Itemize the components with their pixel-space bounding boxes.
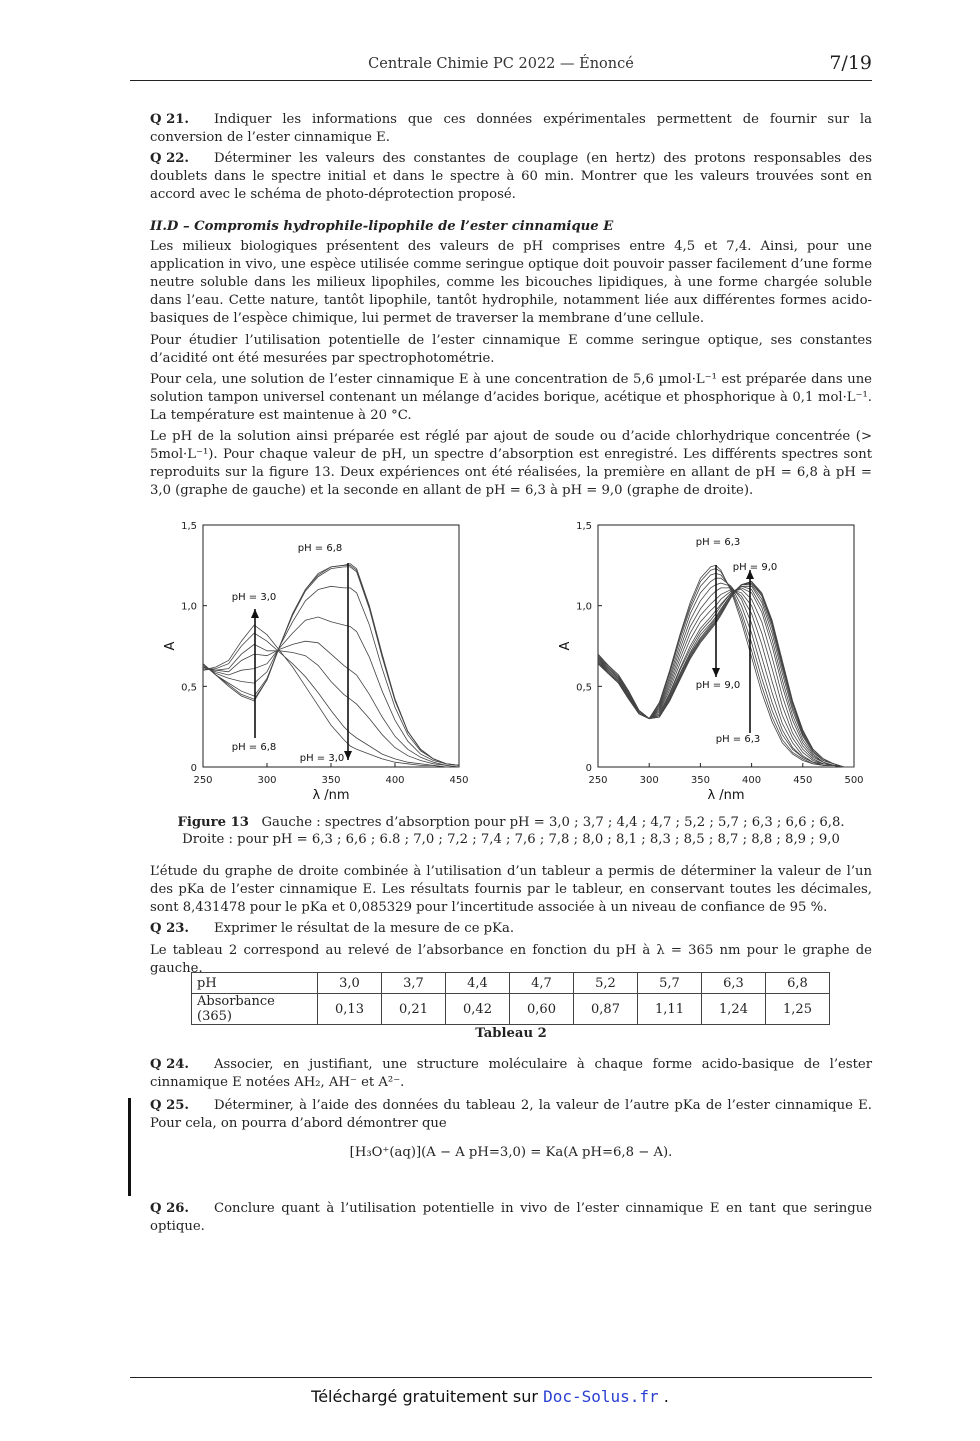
paragraph: Le tableau 2 correspond au relevé de l’absorbance en fonction du pH à λ = 365 nm pour le graphe de gauche. xyxy=(150,943,872,976)
table-2 xyxy=(191,972,830,1025)
x-tick-label: 500 xyxy=(844,775,864,786)
header-title: Centrale Chimie PC 2022 — Énoncé xyxy=(368,56,634,72)
ph-annotation: pH = 6,3 xyxy=(715,734,761,745)
footer-suffix: . xyxy=(663,1387,669,1406)
y-tick-label: 1,0 xyxy=(181,601,197,613)
table-cell: 4,4 xyxy=(446,973,510,994)
spectrum-curve xyxy=(203,586,459,765)
table-cell: 6,8 xyxy=(766,973,830,994)
question-text: Indiquer les informations que ces données expérimentales permettent de fournir sur la conversion de l’ester cinnamique E. xyxy=(150,112,872,145)
x-tick-label: 300 xyxy=(639,775,659,786)
y-tick-label: 1,5 xyxy=(181,521,197,532)
figure-13-charts xyxy=(0,505,980,815)
ph-annotation: pH = 6,8 xyxy=(297,543,343,554)
question-number: Q 23. xyxy=(150,921,190,936)
margin-bar xyxy=(128,1098,131,1196)
table-cell: 5,2 xyxy=(574,973,638,994)
ph-annotation: pH = 3,0 xyxy=(231,592,277,603)
chart-right xyxy=(558,521,864,803)
footer xyxy=(0,1387,980,1406)
table-cell: 6,3 xyxy=(702,973,766,994)
caption-line-2: Droite : pour pH = 6,3 ; 6,6 ; 6.8 ; 7,0 ; 7,2 ; 7,4 ; 7,6 ; 7,8 ; 8,0 ; 8,1 ; 8,3 ; 8,5 ; 8,7 ; 8,8 ; 8,9 ; 9,0 xyxy=(182,832,840,847)
y-tick-label: 0,5 xyxy=(181,682,197,694)
table-row-absorbance xyxy=(192,994,830,1025)
table-cell: 0,87 xyxy=(574,994,638,1025)
arrow-head xyxy=(344,751,352,760)
arrow-head xyxy=(712,668,720,677)
x-tick-label: 250 xyxy=(588,775,608,786)
paragraph: Les milieux biologiques présentent des valeurs de pH comprises entre 4,5 et 7,4. Ainsi, pour une application in vivo, une espèce utilisée comme seringue optique doit pouvoir passer facilement d’une forme neutre soluble dans les milieux lipophiles, comme les bicouches lipidiques, à une forme chargée soluble dans l’eau. Cette nature, tantôt lipophile, tantôt hydrophile, notamment liée aux différentes formes acido-basiques de l’espèce chimique, lui permet de traverser la membrane d’une cellule. xyxy=(150,239,872,326)
footer-link[interactable]: Doc-Solus.fr xyxy=(543,1387,659,1406)
y-tick-label: 0 xyxy=(585,763,592,774)
question-24 xyxy=(150,1056,872,1092)
table-row-label: pH xyxy=(192,973,318,994)
ph-annotation: pH = 6,3 xyxy=(695,537,741,548)
x-tick-label: 450 xyxy=(793,775,813,786)
paragraph: Pour étudier l’utilisation potentielle de l’ester cinnamique E comme seringue optique, ses constantes d’acidité ont été mesurées par spectrophotométrie. xyxy=(150,333,872,366)
table-cell: 1,25 xyxy=(766,994,830,1025)
y-axis-label: A xyxy=(163,641,178,651)
x-axis-label: λ /nm xyxy=(312,788,350,803)
question-number: Q 24. xyxy=(150,1057,190,1072)
question-text: Déterminer, à l’aide des données du tableau 2, la valeur de l’autre pKa de l’ester cinnamique E. Pour cela, on pourra d’abord démontrer que xyxy=(150,1098,872,1131)
plot-frame xyxy=(598,525,854,767)
table-cell: 1,24 xyxy=(702,994,766,1025)
caption-line-1: Gauche : spectres d’absorption pour pH = 3,0 ; 3,7 ; 4,4 ; 4,7 ; 5,2 ; 5,7 ; 6,3 ; 6,6 ; 6,8. xyxy=(261,815,845,830)
question-number: Q 25. xyxy=(150,1098,190,1113)
paragraph: Pour cela, une solution de l’ester cinnamique E à une concentration de 5,6 µmol·L⁻¹ est préparée dans une solution tampon universel contenant un mélange d’acides borique, acétique et phosphorique à 0,1 mol·L⁻¹. La température est maintenue à 20 °C. xyxy=(150,372,872,423)
question-text: Déterminer les valeurs des constantes de couplage (en hertz) des protons responsables des doublets dans le spectre initial et dans le spectre à 60 min. Montrer que les valeurs trouvées sont en accord avec le schéma de photo-déprotection proposé. xyxy=(150,151,872,202)
table-cell: 3,7 xyxy=(382,973,446,994)
table-row-ph xyxy=(192,973,830,994)
page-header xyxy=(130,52,872,81)
table-row-label: Absorbance (365) xyxy=(192,994,318,1025)
question-23 xyxy=(150,920,872,938)
table-cell: 0,60 xyxy=(510,994,574,1025)
ph-annotation: pH = 9,0 xyxy=(732,562,778,573)
question-number: Q 26. xyxy=(150,1201,190,1216)
arrow-head xyxy=(251,609,259,618)
question-text: Conclure quant à l’utilisation potentielle in vivo de l’ester cinnamique E en tant que seringue optique. xyxy=(150,1201,872,1234)
question-number: Q 21. xyxy=(150,112,190,127)
table-caption: Tableau 2 xyxy=(475,1026,547,1041)
question-number: Q 22. xyxy=(150,151,190,166)
equation: [H₃O⁺(aq)](A − A pH=3,0) = Ka(A pH=6,8 − A). xyxy=(349,1145,673,1160)
question-22 xyxy=(150,150,872,204)
footer-text: Téléchargé gratuitement sur xyxy=(311,1387,538,1406)
table-cell: 4,7 xyxy=(510,973,574,994)
y-axis-label: A xyxy=(558,641,573,651)
section-heading: II.D – Compromis hydrophile-lipophile de l’ester cinnamique E xyxy=(150,219,614,234)
x-tick-label: 350 xyxy=(690,775,710,786)
question-26 xyxy=(150,1200,872,1236)
figure-caption xyxy=(150,814,872,848)
table-cell: 3,0 xyxy=(318,973,382,994)
paragraph: L’étude du graphe de droite combinée à l’utilisation d’un tableur a permis de déterminer la valeur de l’un des pKa de l’ester cinnamique E. Les résultats fournis par le tableur, en conservant toutes les décimales, sont 8,431478 pour le pKa et 0,085329 pour l’incertitude associée à un niveau de confiance de 95 %. xyxy=(150,864,872,915)
ph-annotation: pH = 9,0 xyxy=(695,680,741,691)
x-axis-label: λ /nm xyxy=(707,788,745,803)
question-25 xyxy=(150,1097,872,1133)
ph-annotation: pH = 3,0 xyxy=(299,753,345,764)
y-tick-label: 0,5 xyxy=(576,682,592,694)
x-tick-label: 400 xyxy=(742,775,762,786)
table-cell: 0,21 xyxy=(382,994,446,1025)
paragraph: Le pH de la solution ainsi préparée est réglé par ajout de soude ou d’acide chlorhydrique concentrée (> 5mol·L⁻¹). Pour chaque valeur de pH, un spectre d’absorption est enregistré. Les différents spectres sont reproduits sur la figure 13. Deux expériences ont été réalisées, la première en allant de pH = 6,8 à pH = 3,0 (graphe de gauche) et la seconde en allant de pH = 6,3 à pH = 9,0 (graphe de droite). xyxy=(150,429,872,498)
table-cell: 0,42 xyxy=(446,994,510,1025)
question-text: Exprimer le résultat de la mesure de ce pKa. xyxy=(214,921,515,936)
chart-left xyxy=(163,521,469,803)
ph-annotation: pH = 6,8 xyxy=(231,742,277,753)
y-tick-label: 1,0 xyxy=(576,601,592,613)
page-number: 7/19 xyxy=(829,52,872,74)
question-21 xyxy=(150,111,872,147)
y-tick-label: 1,5 xyxy=(576,521,592,532)
y-tick-label: 0 xyxy=(190,763,197,774)
figure-label: Figure 13 xyxy=(177,815,249,830)
x-tick-label: 250 xyxy=(193,775,213,786)
x-tick-label: 350 xyxy=(321,775,341,786)
footer-rule xyxy=(130,1377,872,1378)
x-tick-label: 450 xyxy=(449,775,469,786)
table-cell: 5,7 xyxy=(638,973,702,994)
table-cell: 0,13 xyxy=(318,994,382,1025)
question-text: Associer, en justifiant, une structure moléculaire à chaque forme acido-basique de l’ester cinnamique E notées AH₂, AH⁻ et A²⁻. xyxy=(150,1057,872,1090)
table-cell: 1,11 xyxy=(638,994,702,1025)
x-tick-label: 300 xyxy=(257,775,277,786)
x-tick-label: 400 xyxy=(385,775,405,786)
